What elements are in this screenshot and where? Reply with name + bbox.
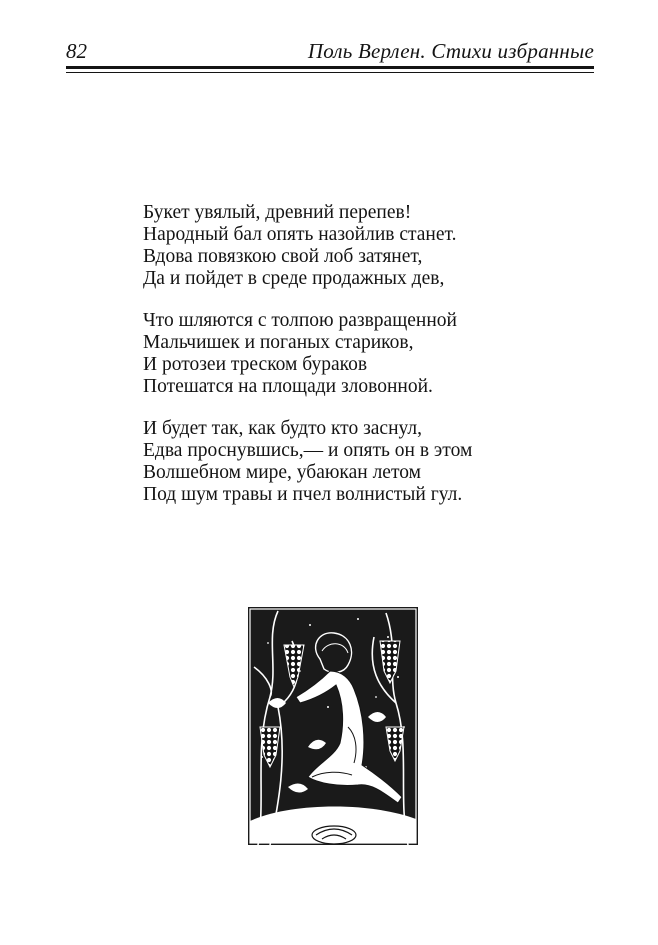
poem <box>143 202 563 526</box>
running-title: Поль Верлен. Стихи избранные <box>307 39 594 63</box>
header-rule-thick <box>66 66 594 69</box>
poem-line: Народный бал опять назойлив станет. <box>143 224 457 245</box>
page-number: 82 <box>66 39 87 63</box>
poem-line: Вдова повязкою свой лоб затянет, <box>143 246 423 267</box>
poem-line: Букет увялый, древний перепев! <box>143 202 412 223</box>
stanza-1 <box>143 202 563 290</box>
poem-line: Волшебном мире, убаюкан летом <box>143 462 421 483</box>
poem-line: Что шляются с толпою развращенной <box>143 310 457 331</box>
poem-line: И будет так, как будто кто заснул, <box>143 418 423 439</box>
stanza-2 <box>143 310 563 398</box>
woodcut-vignette <box>248 607 418 845</box>
header-rule-thin <box>66 72 594 73</box>
poem-line: Едва проснувшись,— и опять он в этом <box>143 440 473 461</box>
poem-line: И ротозеи треском бураков <box>143 354 368 375</box>
running-header <box>66 38 594 64</box>
poem-line: Потешатся на площади зловонной. <box>143 376 433 397</box>
poem-line: Под шум травы и пчел волнистый гул. <box>143 484 463 505</box>
stanza-3 <box>143 418 563 506</box>
poem-line: Да и пойдет в среде продажных дев, <box>143 268 445 289</box>
poem-line: Мальчишек и поганых стариков, <box>143 332 414 353</box>
